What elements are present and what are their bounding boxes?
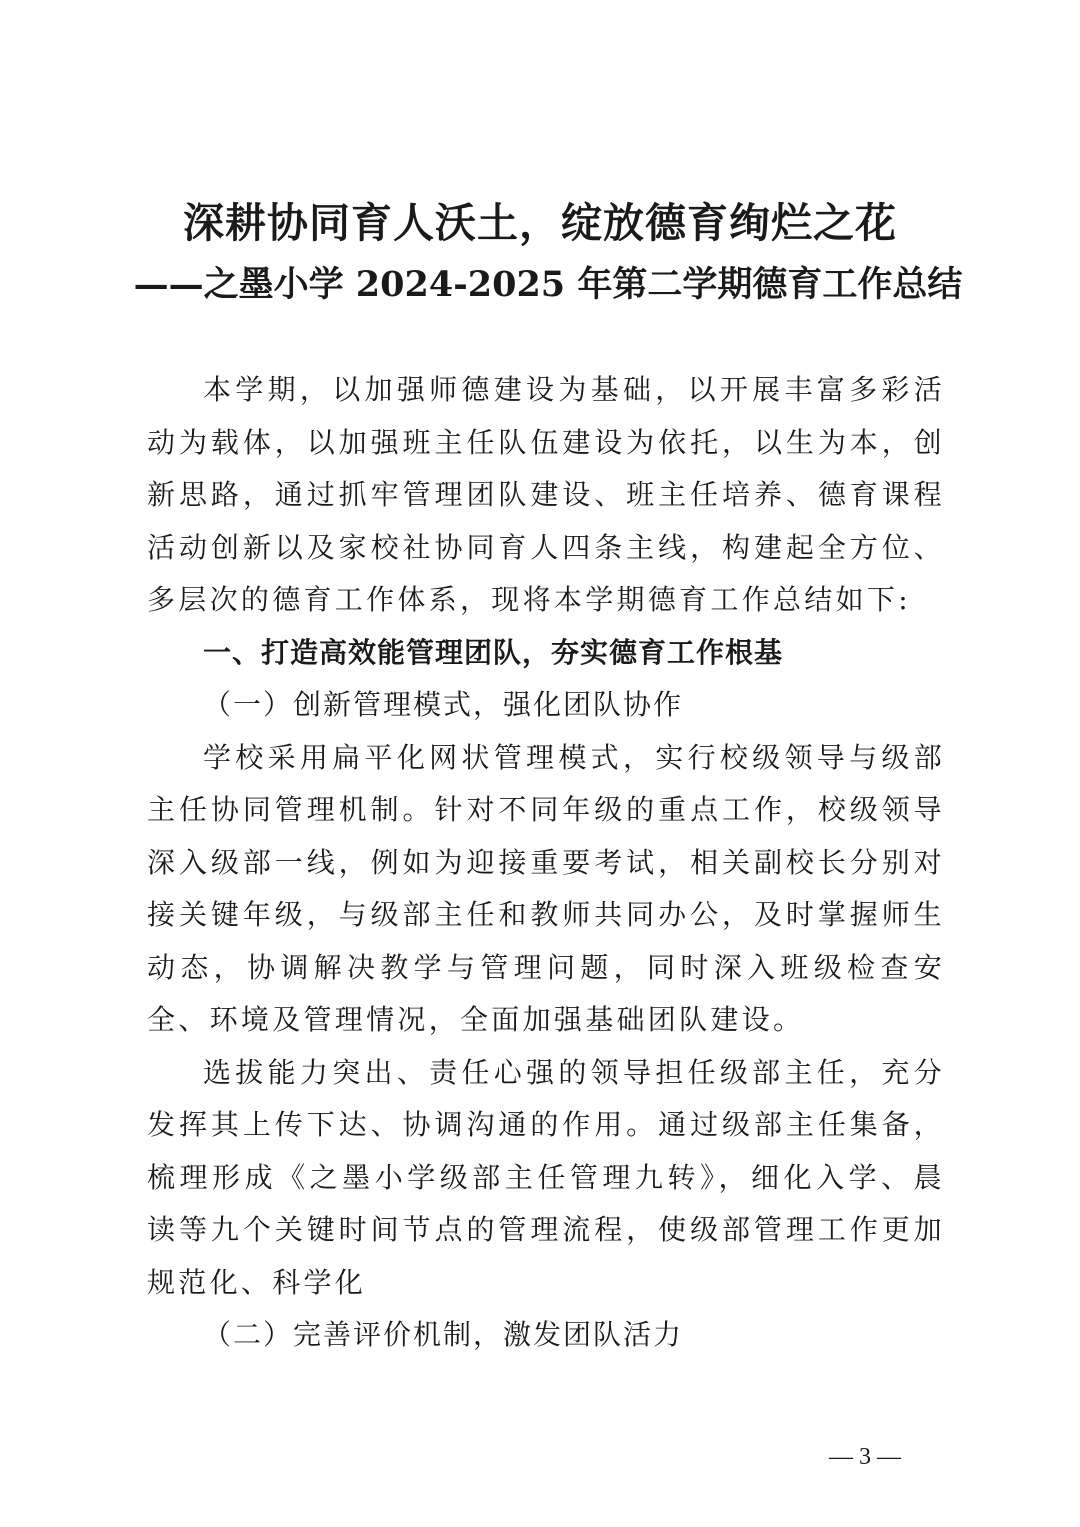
subsection-2-heading: （二）完善评价机制，激发团队活力: [203, 1318, 684, 1351]
subsection-1-paragraph-2: 选拔能力突出、责任心强的领导担任级部主任，充分发挥其上传下达、协调沟通的作用。通过级部主任集备，梳理形成《之墨小学级部主任管理九转》，细化入学、晨读等九个关键时间节点的管理流程，使级部管理工作更加规范化、科学化: [147, 1055, 945, 1299]
document-subtitle: ——之墨小学 2024-2025 年第二学期德育工作总结: [133, 264, 963, 305]
intro-paragraph: 本学期，以加强师德建设为基础，以开展丰富多彩活动为载体，以加强班主任队伍建设为依托，以生为本，创新思路，通过抓牢管理团队建设、班主任培养、德育课程活动创新以及家校社协同育人四条主线，构建起全方位、多层次的德育工作体系，现将本学期德育工作总结如下:: [147, 373, 945, 616]
document-title: 深耕协同育人沃土，绽放德育绚烂之花: [183, 199, 897, 247]
subsection-1-heading: （一）创新管理模式，强化团队协作: [203, 688, 684, 721]
section-1-heading: 一、打造高效能管理团队，夯实德育工作根基: [203, 635, 784, 669]
document-body: [147, 364, 945, 1362]
page-number: — 3 —: [829, 1444, 901, 1470]
subsection-1-paragraph-1: 学校采用扁平化网状管理模式，实行校级领导与级部主任协同管理机制。针对不同年级的重点工作，校级领导深入级部一线，例如为迎接重要考试，相关副校长分别对接关键年级，与级部主任和教师共同办公，及时掌握师生动态，协调解决教学与管理问题，同时深入班级检查安全、环境及管理情况，全面加强基础团队建设。: [147, 740, 945, 1036]
